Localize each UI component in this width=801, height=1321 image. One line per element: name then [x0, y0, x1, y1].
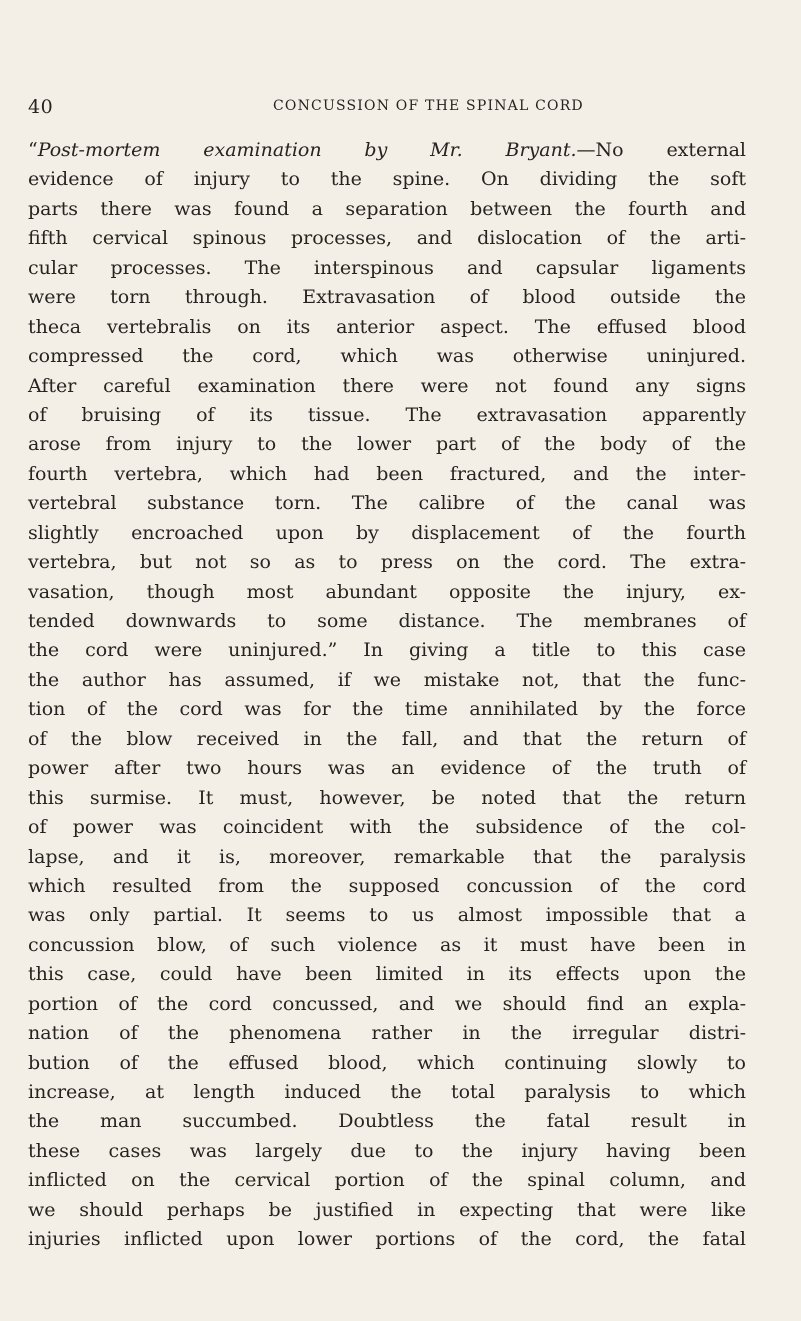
text-line: vertebral substance torn. The calibre of the canal was: [28, 492, 746, 515]
text-line: were torn through. Extravasation of blood outside the: [28, 286, 746, 309]
text-line: of bruising of its tissue. The extravasation apparently: [28, 403, 746, 426]
text-line: parts there was found a separation between the fourth and: [28, 197, 746, 220]
text-line: slightly encroached upon by displacement of the fourth: [28, 521, 746, 544]
text-line: arose from injury to the lower part of the body of the: [28, 433, 746, 456]
text-line: the cord were uninjured.” In giving a title to this case: [28, 639, 746, 662]
text-line: of the blow received in the fall, and that the return of: [28, 727, 746, 750]
running-title: CONCUSSION OF THE SPINAL CORD: [273, 98, 584, 114]
text-line: [28, 136, 746, 165]
text-line: power after two hours was an evidence of the truth of: [28, 757, 746, 780]
text-line: cular processes. The interspinous and capsular ligaments: [28, 256, 746, 279]
text-line: fourth vertebra, which had been fractured, and the inter-: [28, 462, 746, 485]
text-line: evidence of injury to the spine. On dividing the soft: [28, 168, 746, 191]
text-line: nation of the phenomena rather in the irregular distri-: [28, 1022, 746, 1045]
text-line: lapse, and it is, moreover, remarkable that the paralysis: [28, 845, 746, 868]
text-line: portion of the cord concussed, and we should find an expla-: [28, 992, 746, 1015]
open-quote: “: [28, 139, 38, 161]
text-line: increase, at length induced the total paralysis to which: [28, 1081, 746, 1103]
text-line: was only partial. It seems to us almost impossible that a: [28, 904, 746, 927]
text-line: which resulted from the supposed concussion of the cord: [28, 874, 746, 897]
text-line: compressed the cord, which was otherwise uninjured.: [28, 345, 746, 368]
text-line: we should perhaps be justified in expecting that were like: [28, 1198, 746, 1221]
text-line: of power was coincident with the subsidence of the col-: [28, 816, 746, 839]
text-line: bution of the effused blood, which continuing slowly to: [28, 1051, 746, 1074]
text-line: the man succumbed. Doubtless the fatal result in: [28, 1110, 746, 1133]
text-line: concussion blow, of such violence as it must have been in: [28, 933, 746, 956]
text-line: After careful examination there were not found any signs: [28, 374, 746, 397]
text-line: vasation, though most abundant opposite the injury, ex-: [28, 580, 746, 603]
text-line: these cases was largely due to the injury having been: [28, 1139, 746, 1162]
text-line: this case, could have been limited in its effects upon the: [28, 963, 746, 986]
text-line: the author has assumed, if we mistake not, that the func-: [28, 668, 746, 691]
text-line: tion of the cord was for the time annihilated by the force: [28, 698, 746, 721]
page-number: 40: [28, 96, 54, 118]
text-line: vertebra, but not so as to press on the cord. The extra-: [28, 551, 746, 574]
text-line: fifth cervical spinous processes, and dislocation of the arti-: [28, 227, 746, 250]
italic-heading: Post-mortem examination by Mr. Bryant.: [37, 139, 577, 161]
body-text: [28, 136, 746, 1255]
text-line: inflicted on the cervical portion of the spinal column, and: [28, 1169, 746, 1192]
line-rest: —No external: [576, 139, 747, 161]
page-header: [28, 96, 748, 120]
text-line: this surmise. It must, however, be noted that the return: [28, 786, 746, 809]
text-line: tended downwards to some distance. The membranes of: [28, 610, 746, 632]
text-line: theca vertebralis on its anterior aspect. The effused blood: [28, 315, 746, 338]
text-line: injuries inflicted upon lower portions of the cord, the fatal: [28, 1228, 746, 1251]
